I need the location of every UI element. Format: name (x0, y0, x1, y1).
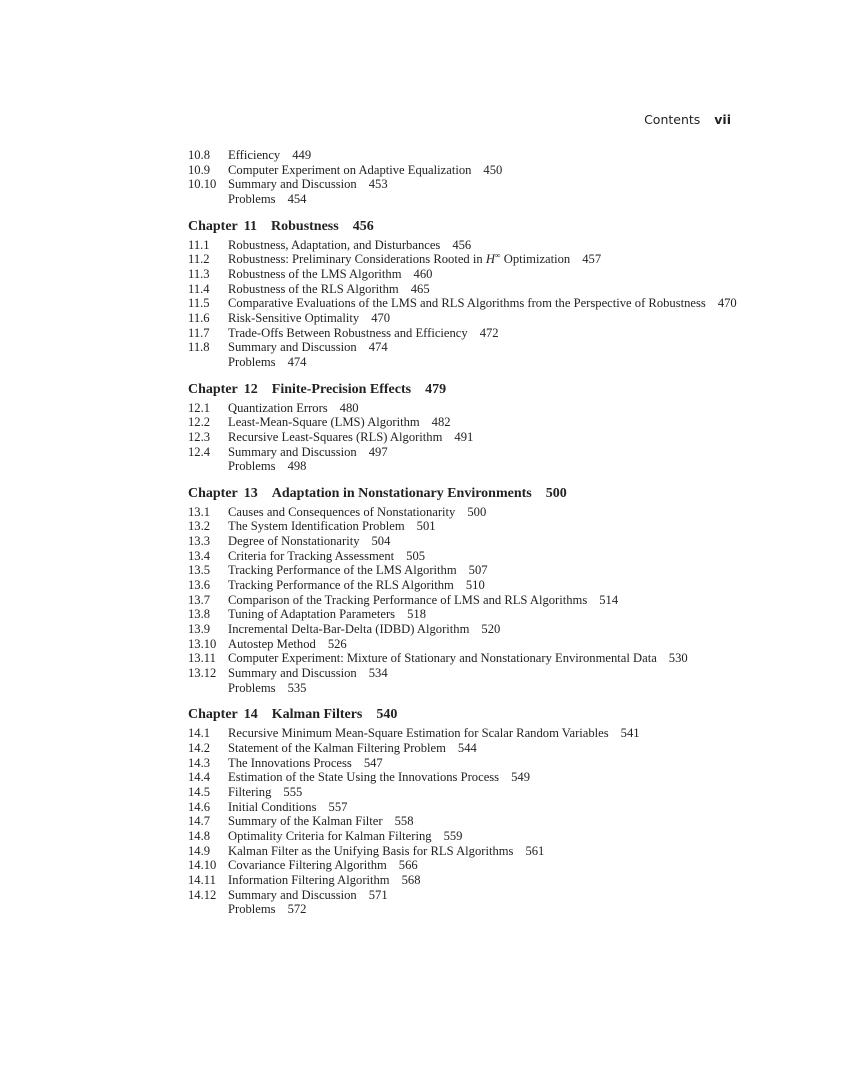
section-title: The System Identification Problem (228, 519, 405, 534)
h-symbol: H (485, 252, 495, 267)
toc-entry (188, 741, 748, 756)
toc-entry (188, 563, 748, 578)
toc-entry-problems (188, 355, 748, 370)
toc-entry (188, 401, 748, 416)
section-title: Tracking Performance of the LMS Algorithm (228, 563, 457, 578)
section-title: Robustness of the LMS Algorithm (228, 266, 402, 281)
section-title: Computer Experiment: Mixture of Stationary and Nonstationary Environmental Data (228, 651, 657, 666)
section-page: 535 (287, 680, 307, 695)
section-title: Summary and Discussion (228, 887, 357, 902)
chapter-heading (188, 382, 748, 398)
section-title: Risk-Sensitive Optimality (228, 310, 360, 325)
section-number (188, 681, 228, 696)
toc-entry (188, 666, 748, 681)
section-page: 571 (368, 887, 388, 902)
section-title: Recursive Minimum Mean-Square Estimation for Scalar Random Variables (228, 726, 609, 741)
section-page: 500 (467, 504, 487, 519)
section-number: 10.10 (188, 177, 217, 192)
section-title: Autostep Method (228, 636, 316, 651)
section-page: 566 (398, 858, 418, 873)
section-page: 547 (363, 755, 383, 770)
section-number: 14.9 (188, 843, 211, 858)
toc-entry-problems (188, 459, 748, 474)
toc-entry (188, 296, 748, 311)
section-page: 568 (401, 872, 421, 887)
section-page: 472 (479, 325, 499, 340)
section-title-text-end: Optimization (500, 252, 571, 267)
section-number: 11.6 (188, 310, 210, 325)
section-title: Summary and Discussion (228, 444, 357, 459)
section-number (188, 355, 228, 370)
section-title: Robustness, Adaptation, and Disturbances (228, 237, 441, 252)
section-title (228, 252, 570, 266)
section-title: Criteria for Tracking Assessment (228, 548, 395, 563)
section-number: 14.12 (188, 887, 217, 902)
toc-entry (188, 770, 748, 785)
chapter-word: Chapter (188, 218, 238, 234)
section-number: 13.9 (188, 622, 211, 637)
section-number: 10.9 (188, 162, 211, 177)
chapter-word: Chapter (188, 485, 238, 501)
running-head (0, 112, 731, 127)
toc-entry (188, 549, 748, 564)
section-title: Initial Conditions (228, 799, 317, 814)
section-number: 14.8 (188, 828, 211, 843)
section-number: 13.1 (188, 504, 211, 519)
section-page: 555 (283, 784, 303, 799)
toc-entry (188, 756, 748, 771)
table-of-contents (188, 148, 748, 917)
chapter-page: 456 (352, 218, 374, 234)
section-title: Incremental Delta-Bar-Delta (IDBD) Algorithm (228, 622, 470, 637)
section-number: 13.12 (188, 666, 217, 681)
section-number: 12.4 (188, 444, 211, 459)
chapter-number: 11 (243, 218, 258, 234)
section-number: 14.5 (188, 784, 211, 799)
toc-entry (188, 311, 748, 326)
section-page: 505 (406, 548, 426, 563)
toc-entry-problems (188, 192, 748, 207)
section-title: Problems (228, 191, 276, 206)
section-number: 12.1 (188, 400, 211, 415)
section-title: Recursive Least-Squares (RLS) Algorithm (228, 429, 443, 444)
section-title: Comparative Evaluations of the LMS and RLS Algorithms from the Perspective of Robustness (228, 296, 706, 311)
section-number: 11.5 (188, 296, 210, 311)
section-page: 457 (582, 252, 602, 267)
section-title: Trade-Offs Between Robustness and Efficiency (228, 325, 468, 340)
section-number: 13.2 (188, 519, 211, 534)
section-number (188, 459, 228, 474)
toc-entry (188, 829, 748, 844)
toc-entry (188, 578, 748, 593)
section-title: Comparison of the Tracking Performance of LMS and RLS Algorithms (228, 592, 588, 607)
toc-entry (188, 505, 748, 520)
section-page: 572 (287, 902, 307, 917)
chapter-title: Robustness (271, 218, 339, 234)
section-page: 480 (339, 400, 359, 415)
section-number: 11.7 (188, 325, 210, 340)
section-page: 526 (327, 636, 347, 651)
section-number: 14.6 (188, 799, 211, 814)
section-page: 558 (394, 814, 414, 829)
section-page: 497 (368, 444, 388, 459)
toc-entry-problems (188, 681, 748, 696)
section-number: 13.8 (188, 607, 211, 622)
section-page: 541 (620, 726, 640, 741)
toc-entry (188, 607, 748, 622)
section-title: Problems (228, 902, 276, 917)
toc-entry (188, 430, 748, 445)
section-page: 465 (410, 281, 430, 296)
section-number: 11.4 (188, 281, 210, 296)
toc-entry (188, 519, 748, 534)
section-number: 14.1 (188, 726, 211, 741)
section-title: Summary and Discussion (228, 340, 357, 355)
section-page: 544 (457, 741, 477, 755)
chapter-page: 540 (376, 707, 398, 723)
toc-entry (188, 637, 748, 652)
chapter-page: 479 (425, 381, 447, 397)
section-number: 13.5 (188, 563, 211, 578)
section-page: 454 (287, 191, 307, 206)
running-head-page-number: vii (714, 112, 731, 127)
section-page: 559 (443, 828, 463, 843)
section-number: 11.8 (188, 340, 210, 355)
section-page: 470 (371, 310, 391, 325)
section-page: 557 (328, 799, 348, 814)
chapter-number: 12 (243, 381, 258, 397)
section-title: Estimation of the State Using the Innovations Process (228, 770, 500, 785)
section-title: Causes and Consequences of Nonstationarity (228, 504, 456, 519)
section-page: 456 (452, 237, 472, 252)
chapter-heading (188, 486, 748, 502)
section-page: 507 (468, 563, 488, 578)
toc-entry (188, 148, 748, 163)
toc-entry (188, 858, 748, 873)
section-title: Covariance Filtering Algorithm (228, 858, 387, 873)
section-title: Kalman Filter as the Unifying Basis for RLS Algorithms (228, 843, 514, 858)
chapter-heading (188, 219, 748, 235)
section-number: 11.2 (188, 252, 210, 267)
toc-entry (188, 593, 748, 608)
toc-entry (188, 534, 748, 549)
section-page: 518 (407, 607, 426, 622)
section-page: 453 (368, 177, 388, 192)
toc-entry (188, 844, 748, 859)
section-number: 14.3 (188, 755, 211, 770)
section-title: Problems (228, 459, 276, 474)
toc-entry (188, 726, 748, 741)
section-title-text: Robustness: Preliminary Considerations Rooted in (228, 252, 486, 267)
chapter-word: Chapter (188, 707, 238, 723)
toc-entry (188, 814, 748, 829)
section-number (188, 902, 228, 917)
section-page: 450 (483, 162, 503, 177)
toc-entry (188, 651, 748, 666)
section-page: 549 (511, 770, 530, 785)
section-title: Problems (228, 680, 276, 695)
section-page: 470 (717, 296, 737, 311)
toc-entry (188, 163, 748, 178)
section-number: 11.3 (188, 266, 210, 281)
section-page: 561 (525, 843, 545, 858)
section-number: 13.3 (188, 534, 211, 549)
section-page: 498 (287, 459, 307, 474)
toc-entry (188, 252, 748, 267)
section-title: Tracking Performance of the RLS Algorithm (228, 578, 454, 593)
toc-entry (188, 340, 748, 355)
section-page: 534 (368, 666, 388, 681)
toc-entry (188, 873, 748, 888)
section-number: 11.1 (188, 237, 210, 252)
chapter-page: 500 (545, 485, 567, 501)
chapter-title: Adaptation in Nonstationary Environments (271, 485, 532, 501)
section-page: 449 (292, 148, 312, 162)
section-title: Optimality Criteria for Kalman Filtering (228, 828, 432, 843)
toc-entry (188, 177, 748, 192)
chapter-number: 13 (243, 485, 258, 501)
section-number: 14.7 (188, 814, 211, 829)
section-title: Degree of Nonstationarity (228, 534, 360, 549)
section-title: Information Filtering Algorithm (228, 872, 390, 887)
section-title: Quantization Errors (228, 400, 328, 415)
chapter-number: 14 (243, 707, 258, 723)
section-number: 13.11 (188, 651, 216, 666)
toc-entry (188, 415, 748, 430)
toc-entry (188, 622, 748, 637)
section-number: 13.10 (188, 636, 217, 651)
chapter-word: Chapter (188, 381, 238, 397)
section-number: 13.4 (188, 548, 211, 563)
section-page: 501 (416, 519, 436, 534)
section-title: Summary of the Kalman Filter (228, 814, 383, 829)
section-number: 14.10 (188, 858, 217, 873)
toc-entry (188, 445, 748, 460)
toc-entry (188, 238, 748, 253)
section-title: Statement of the Kalman Filtering Problem (228, 741, 446, 755)
section-page: 504 (371, 534, 391, 549)
section-page: 460 (413, 266, 433, 281)
section-number: 14.2 (188, 741, 211, 755)
section-title: Filtering (228, 784, 272, 799)
toc-entry (188, 800, 748, 815)
section-number: 14.4 (188, 770, 211, 785)
section-number: 14.11 (188, 872, 216, 887)
section-title: Summary and Discussion (228, 666, 357, 681)
chapter-title: Kalman Filters (271, 707, 363, 723)
section-title: Efficiency (228, 148, 281, 162)
section-number: 10.8 (188, 148, 211, 162)
chapter-title: Finite-Precision Effects (271, 381, 412, 397)
infinity-superscript: ∞ (494, 251, 501, 261)
toc-entry (188, 888, 748, 903)
section-page: 482 (431, 415, 451, 430)
toc-entry (188, 785, 748, 800)
section-title: Tuning of Adaptation Parameters (228, 607, 396, 622)
chapter-heading (188, 707, 748, 723)
section-page: 530 (668, 651, 688, 666)
toc-entry (188, 326, 748, 341)
section-number: 12.3 (188, 429, 211, 444)
running-head-label: Contents (644, 112, 701, 127)
section-page: 491 (454, 429, 474, 444)
toc-entry (188, 282, 748, 297)
section-page: 510 (465, 578, 485, 593)
section-title: Problems (228, 354, 276, 369)
section-page: 474 (368, 340, 388, 355)
section-title: Summary and Discussion (228, 177, 357, 192)
section-page: 514 (599, 592, 619, 607)
section-title: Least-Mean-Square (LMS) Algorithm (228, 415, 420, 430)
section-number: 12.2 (188, 415, 211, 430)
section-number (188, 192, 228, 207)
section-page: 520 (481, 622, 501, 637)
section-number: 13.6 (188, 578, 211, 593)
toc-entry (188, 267, 748, 282)
section-title: The Innovations Process (228, 755, 352, 770)
section-number: 13.7 (188, 592, 211, 607)
section-title: Computer Experiment on Adaptive Equalization (228, 162, 472, 177)
section-page: 474 (287, 354, 307, 369)
section-title: Robustness of the RLS Algorithm (228, 281, 399, 296)
toc-entry-problems (188, 902, 748, 917)
